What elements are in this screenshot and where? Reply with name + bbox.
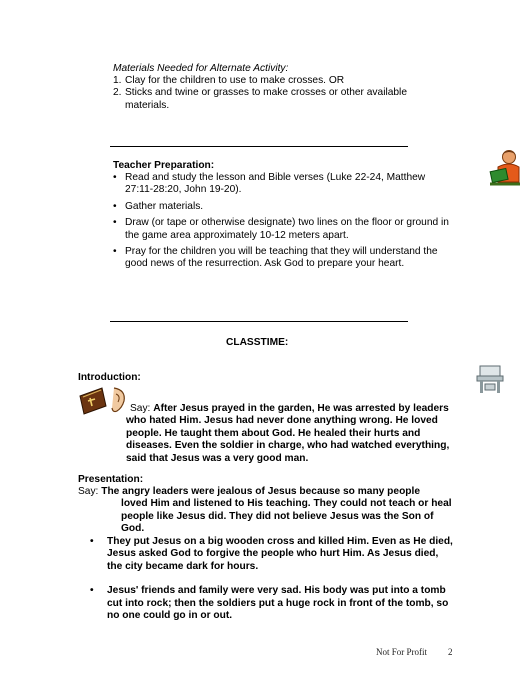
divider: [110, 321, 408, 322]
page-number: 2: [448, 647, 453, 657]
list-text: Pray for the children you will be teaching that they will understand the good news of the resurrection. Ask God to prepare your heart.: [125, 246, 438, 270]
bullet: •: [113, 200, 117, 212]
list-text: Clay for the children to use to make crosses. OR: [125, 75, 345, 86]
presentation-continuation: loved Him and listened to His teaching. They could not teach or heal people like Jesus did. They did not believe Jesus was the Son of God.: [121, 498, 452, 535]
bullet: •: [113, 172, 117, 183]
list-number: 2.: [113, 87, 122, 99]
classtime-heading: CLASSTIME:: [226, 337, 289, 348]
list-text: Draw (or tape or otherwise designate) two lines on the floor or ground in the game area approximately 10-12 meters apart.: [125, 217, 449, 241]
introduction-text: [126, 403, 456, 465]
list-item: [90, 536, 456, 573]
list-text: Gather materials.: [125, 200, 204, 212]
bullet: •: [113, 246, 117, 258]
list-item: [113, 172, 453, 197]
classroom-desk-icon: [474, 362, 508, 396]
list-text: Sticks and twine or grasses to make crosses or other available materials.: [125, 87, 407, 111]
divider: [110, 146, 408, 147]
presentation-bullets: [90, 536, 456, 622]
teacher-reading-icon: [488, 148, 522, 188]
list-item: [113, 87, 413, 112]
list-item: [90, 585, 456, 622]
list-text: Read and study the lesson and Bible verses (Luke 22-24, Matthew 27:11-28:20, John 19-20).: [125, 172, 426, 196]
list-item: [113, 217, 453, 242]
say-label: Say:: [78, 486, 99, 497]
list-item: [113, 246, 453, 271]
list-item: [113, 201, 453, 213]
footer-text: Not For Profit: [376, 647, 428, 657]
materials-title: Materials Needed for Alternate Activity:: [113, 63, 289, 74]
list-number: 1.: [113, 75, 122, 86]
list-item: [113, 75, 413, 87]
presentation-title: Presentation:: [78, 474, 144, 485]
bible-and-ear-icon: [78, 384, 128, 416]
bullet: •: [90, 585, 94, 597]
teacher-prep-list: [113, 172, 453, 275]
say-label: Say:: [130, 403, 151, 414]
bullet: •: [90, 536, 94, 547]
presentation-first-line: The angry leaders were jealous of Jesus because so many people: [101, 486, 421, 497]
presentation-say: [78, 486, 458, 536]
introduction-body: After Jesus prayed in the garden, He was arrested by leaders who hated Him. Jesus had never done anything wrong. He loved people. He taught them about God. He healed their hurts and diseases. Even the soldier in charge, who had watched everything, said that Jesus was a very good man.: [126, 403, 450, 464]
list-text: They put Jesus on a big wooden cross and killed Him. Even as He died, Jesus asked God to forgive the people who hurt Him. As Jesus died, the city became dark for hours.: [107, 536, 453, 572]
introduction-title: Introduction:: [78, 372, 141, 383]
materials-list: [113, 75, 413, 112]
teacher-prep-title: Teacher Preparation:: [113, 160, 215, 171]
list-text: Jesus' friends and family were very sad. His body was put into a tomb cut into rock; then the soldiers put a huge rock in front of the tomb, so no one could go in or out.: [107, 585, 449, 622]
bullet: •: [113, 217, 117, 229]
